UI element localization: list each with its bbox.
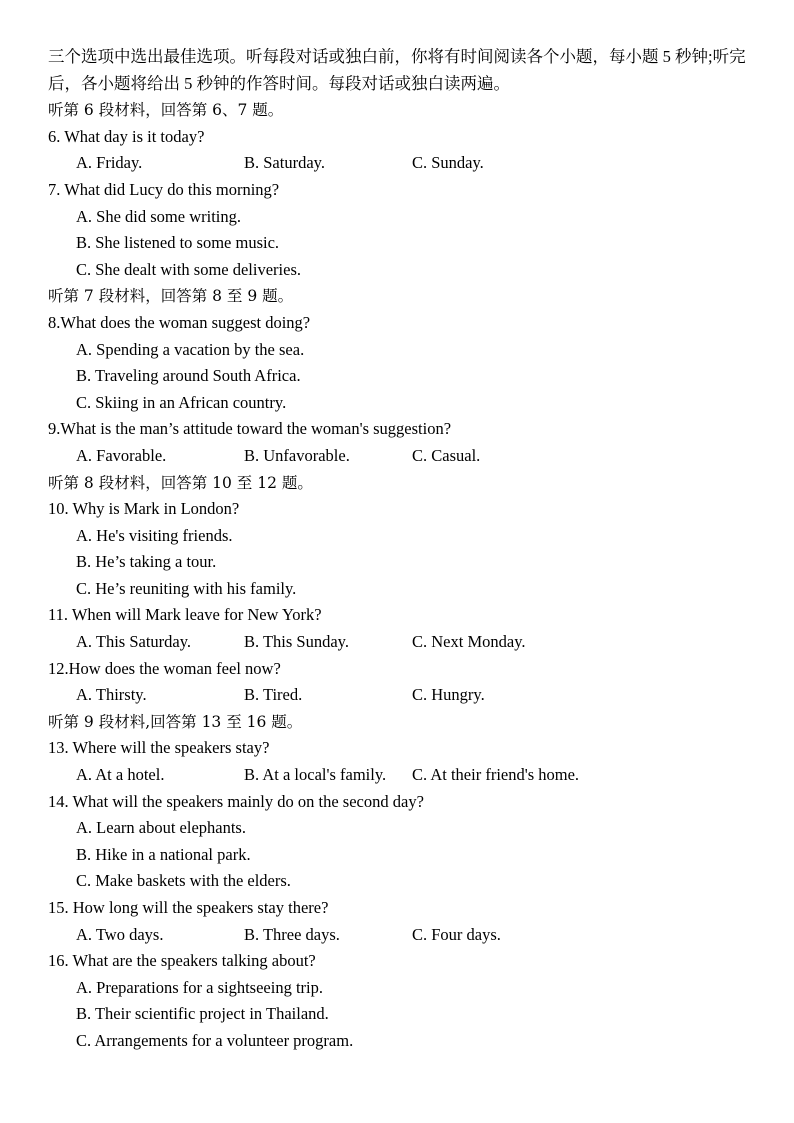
question-text: 11. When will Mark leave for New York? bbox=[48, 605, 322, 625]
answer-option: C. He’s reuniting with his family. bbox=[76, 578, 297, 598]
answer-options-row bbox=[48, 682, 748, 709]
answer-option: B. Traveling around South Africa. bbox=[76, 366, 301, 386]
answer-option: C. Make baskets with the elders. bbox=[76, 871, 291, 891]
answer-option: B. Three days. bbox=[244, 924, 340, 944]
answer-option: B. At a local's family. bbox=[244, 765, 387, 785]
instructions-text: 三个选项中选出最佳选项。听每段对话或独白前，你将有时间阅读各个小题，每小题 5 秒钟;听完后，各小题将给出 5 秒钟的作答时间。每段对话或独白读两遍。 bbox=[48, 47, 746, 93]
answer-options-row bbox=[48, 150, 748, 177]
answer-options-row bbox=[48, 922, 748, 949]
document-page bbox=[48, 44, 748, 1055]
question-text: 16. What are the speakers talking about? bbox=[48, 951, 316, 971]
answer-options-row bbox=[48, 629, 748, 656]
answer-option: C. Four days. bbox=[412, 924, 501, 944]
answer-option: A. Two days. bbox=[76, 924, 164, 944]
answer-option: A. Preparations for a sightseeing trip. bbox=[76, 977, 323, 997]
answer-option: A. Learn about elephants. bbox=[76, 818, 246, 838]
question-text: 9.What is the man’s attitude toward the woman's suggestion? bbox=[48, 419, 452, 439]
answer-option: C. She dealt with some deliveries. bbox=[76, 259, 301, 279]
answer-option: A. Thirsty. bbox=[76, 685, 147, 705]
answer-option: C. Arrangements for a volunteer program. bbox=[76, 1030, 354, 1050]
section-heading: 听第 6 段材料，回答第 6、7 题。 bbox=[48, 101, 284, 120]
answer-option: B. Their scientific project in Thailand. bbox=[76, 1004, 329, 1024]
question-text: 12.How does the woman feel now? bbox=[48, 658, 281, 678]
section-heading: 听第 9 段材料,回答第 13 至 16 题。 bbox=[48, 712, 303, 731]
answer-option: A. He's visiting friends. bbox=[76, 525, 233, 545]
section-heading: 听第 8 段材料，回答第 10 至 12 题。 bbox=[48, 473, 313, 492]
question-text: 6. What day is it today? bbox=[48, 126, 205, 146]
question-list bbox=[48, 97, 748, 1054]
section-heading: 听第 7 段材料，回答第 8 至 9 题。 bbox=[48, 287, 294, 306]
answer-option: C. Casual. bbox=[412, 445, 481, 465]
answer-option: C. At their friend's home. bbox=[412, 765, 580, 785]
answer-option: C. Skiing in an African country. bbox=[76, 392, 287, 412]
question-text: 14. What will the speakers mainly do on the second day? bbox=[48, 791, 424, 811]
answer-option: C. Sunday. bbox=[412, 153, 484, 173]
answer-option: A. At a hotel. bbox=[76, 765, 165, 785]
answer-options-row bbox=[48, 762, 748, 789]
answer-option: A. Spending a vacation by the sea. bbox=[76, 339, 305, 359]
question-text: 7. What did Lucy do this morning? bbox=[48, 179, 280, 199]
answer-option: B. Unfavorable. bbox=[244, 445, 350, 465]
answer-option: B. This Sunday. bbox=[244, 632, 349, 652]
question-text: 13. Where will the speakers stay? bbox=[48, 738, 270, 758]
question-text: 8.What does the woman suggest doing? bbox=[48, 312, 311, 332]
answer-option: C. Hungry. bbox=[412, 685, 485, 705]
answer-option: B. He’s taking a tour. bbox=[76, 552, 217, 572]
answer-option: A. This Saturday. bbox=[76, 632, 192, 652]
answer-option: A. Friday. bbox=[76, 153, 143, 173]
answer-option: B. Saturday. bbox=[244, 153, 325, 173]
question-text: 10. Why is Mark in London? bbox=[48, 499, 240, 519]
answer-option: A. She did some writing. bbox=[76, 206, 241, 226]
answer-option: B. She listened to some music. bbox=[76, 233, 280, 253]
answer-option: B. Hike in a national park. bbox=[76, 844, 251, 864]
question-text: 15. How long will the speakers stay there? bbox=[48, 898, 329, 917]
answer-option: A. Favorable. bbox=[76, 445, 167, 465]
answer-option: C. Next Monday. bbox=[412, 632, 526, 652]
answer-option: B. Tired. bbox=[244, 685, 303, 705]
answer-options-row bbox=[48, 443, 748, 470]
